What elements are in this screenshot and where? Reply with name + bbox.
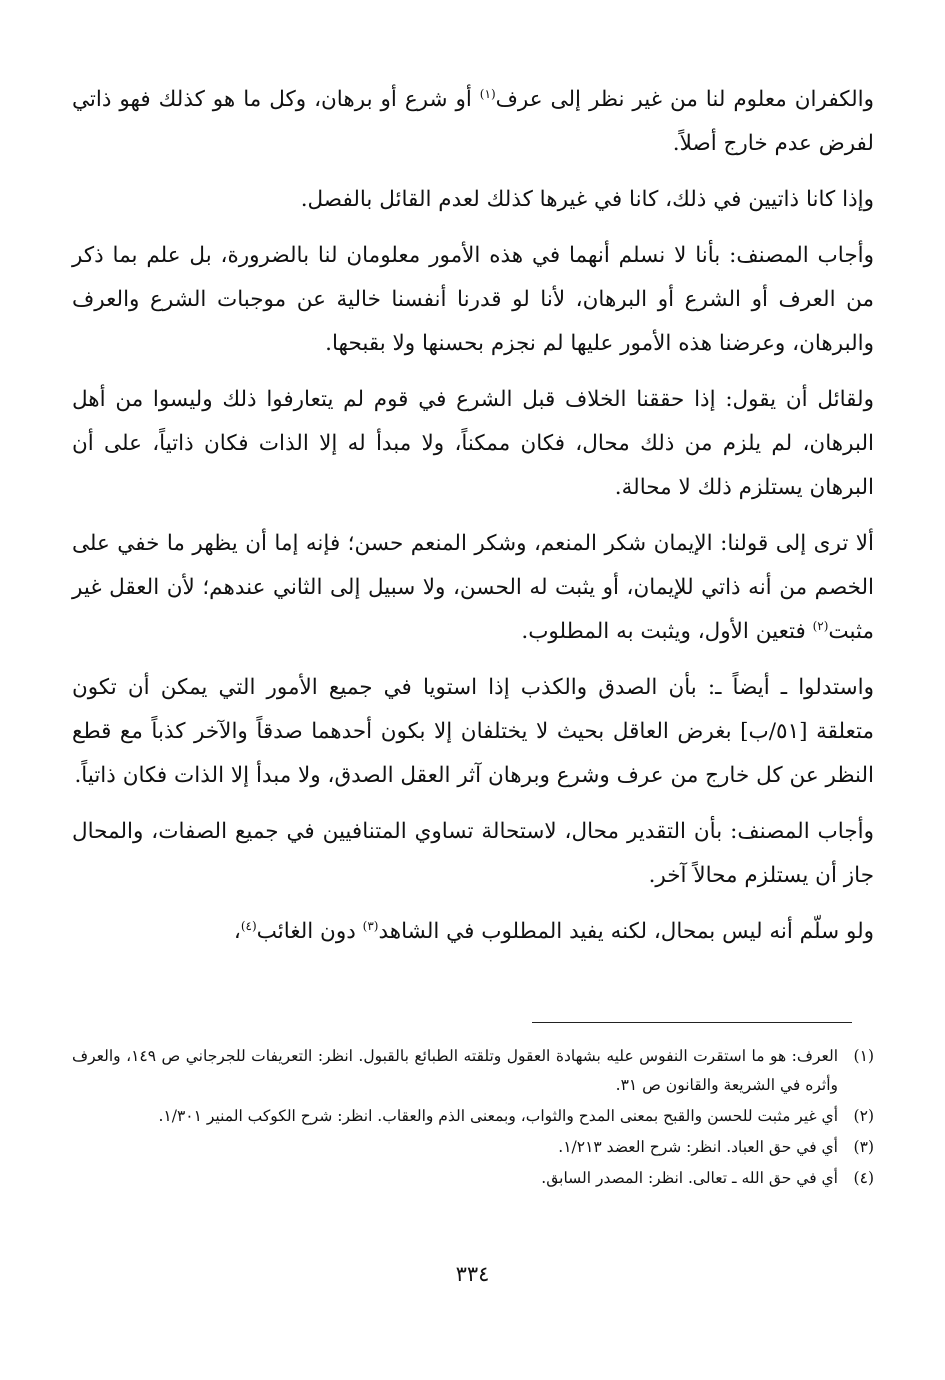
text-run: دون الغائب — [256, 919, 363, 944]
footnote-ref-4[interactable]: (٤) — [240, 918, 257, 933]
paragraph-3 — [72, 234, 874, 366]
footnote-number: (٢) — [853, 1107, 874, 1125]
paragraph-4 — [72, 378, 874, 510]
text-run: ولو سلّم أنه ليس بمحال، لكنه يفيد المطلوب في الشاهد — [378, 919, 874, 944]
text-run: وإذا كانا ذاتيين في ذلك، كانا في غيرها كذلك لعدم القائل بالفصل. — [300, 187, 874, 212]
text-run: وأجاب المصنف: بأن التقدير محال، لاستحالة تساوي المتنافيين في جميع الصفات، والمحال جاز أن يستلزم محالاً آخر. — [72, 819, 874, 888]
footnote-4 — [72, 1164, 874, 1193]
paragraph-5 — [72, 522, 874, 654]
text-run: ، — [233, 919, 241, 944]
text-run: ولقائل أن يقول: إذا حققنا الخلاف قبل الشرع في قوم لم يتعارفوا ذلك وليسوا من أهل البرهان، لم يلزم من ذلك محال، فكان ممكناً، ولا مبدأ له إلا الذات فكان ذاتياً، على أن البرهان يستلزم ذلك لا محالة. — [72, 387, 874, 500]
footnotes — [72, 1042, 874, 1195]
text-run: أو شرع أو برهان، وكل ما هو كذلك فهو ذاتي لفرض عدم خارج أصلاً. — [72, 87, 874, 156]
footnote-2 — [72, 1102, 874, 1131]
main-text — [72, 78, 874, 966]
footnote-text: أي في حق الله ـ تعالى. انظر: المصدر السابق. — [541, 1169, 838, 1187]
footnote-number: (٣) — [853, 1138, 874, 1156]
footnote-text: أي في حق العباد. انظر: شرح العضد ١/٢١٣. — [558, 1138, 838, 1156]
paragraph-6 — [72, 666, 874, 798]
footnote-text: العرف: هو ما استقرت النفوس عليه بشهادة العقول وتلقته الطبائع بالقبول. انظر: التعريفات للجرجاني ص ١٤٩، والعرف وأثره في الشريعة والقانون ص ٣١. — [72, 1047, 838, 1094]
footnote-ref-2[interactable]: (٢) — [812, 618, 829, 633]
text-run: واستدلوا ـ أيضاً ـ: بأن الصدق والكذب إذا استويا في جميع الأمور التي يمكن أن تكون متعلقة [٥١/ب] بغرض العاقل بحيث لا يختلفان إلا بكون أحدهما صدقاً والآخر كذباً مع قطع النظر عن كل خارج من عرف وشرع وبرهان آثر العقل الصدق، ولا مبدأ إلا الذات فكان ذاتياً. — [72, 675, 874, 788]
footnote-ref-3[interactable]: (٣) — [362, 918, 379, 933]
paragraph-8 — [72, 910, 874, 954]
footnote-number: (١) — [853, 1047, 874, 1065]
footnote-number: (٤) — [853, 1169, 874, 1187]
page-number: ٣٣٤ — [455, 1262, 490, 1286]
footnote-divider — [532, 1022, 852, 1023]
text-run: ألا ترى إلى قولنا: الإيمان شكر المنعم، وشكر المنعم حسن؛ فإنه إما أن يظهر ما خفي على الخصم من أنه ذاتي للإيمان، أو يثبت له الحسن، ولا سبيل إلى الثاني عندهم؛ لأن العقل غير مثبت — [72, 531, 874, 644]
footnote-3 — [72, 1133, 874, 1162]
text-run: وأجاب المصنف: بأنا لا نسلم أنهما في هذه الأمور معلومان لنا بالضرورة، بل علم بما ذكر من العرف أو الشرع أو البرهان، لأنا لو قدرنا أنفسنا خالية عن موجبات الشرع والعرف والبرهان، وعرضنا هذه الأمور عليها لم نجزم بحسنها ولا بقبحها. — [72, 243, 874, 356]
footnote-1 — [72, 1042, 874, 1100]
paragraph-7 — [72, 810, 874, 898]
paragraph-1 — [72, 78, 874, 166]
text-run: فتعين الأول، ويثبت به المطلوب. — [521, 619, 813, 644]
text-run: والكفران معلوم لنا من غير نظر إلى عرف — [495, 87, 874, 112]
footnote-ref-1[interactable]: (١) — [479, 86, 496, 101]
paragraph-2 — [72, 178, 874, 222]
footnote-text: أي غير مثبت للحسن والقبح بمعنى المدح والثواب، وبمعنى الذم والعقاب. انظر: شرح الكوكب المنير ١/٣٠١. — [158, 1107, 838, 1125]
